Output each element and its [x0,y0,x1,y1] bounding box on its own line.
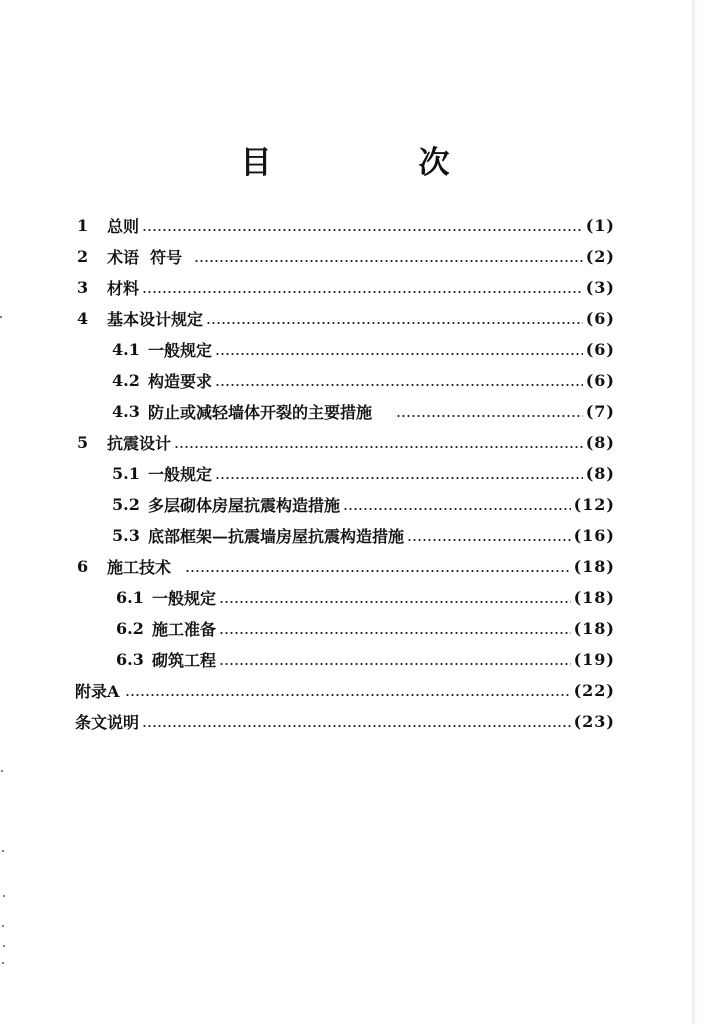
toc-entry-4-1[interactable] [112,334,615,365]
toc-leader-dots [407,538,571,542]
toc-entry-4-3[interactable] [112,396,615,427]
toc-page-number: (22) [573,681,615,700]
page-title: 目 次 [240,145,508,181]
scan-speck [2,925,4,927]
scan-speck [3,895,5,897]
toc-entry-6-2[interactable] [116,613,615,644]
toc-number: 6.2 [116,619,144,638]
toc-label: 材料 [107,279,140,298]
toc-number: 3 [77,278,89,297]
scan-speck [0,316,2,318]
toc-entry-5-1[interactable] [112,458,615,489]
toc-leader-dots [125,693,570,697]
toc-leader-dots [142,290,583,294]
toc-label: 防止或减轻墙体开裂的主要措施 [148,403,373,422]
toc-number: 4.2 [112,371,140,390]
toc-label: 底部框架—抗震墙房屋抗震构造措施 [148,527,405,546]
toc-page-number: (19) [573,650,615,669]
toc-label: 构造要求 [148,372,213,391]
toc-number: 4 [77,309,89,328]
toc-number: 5.1 [112,464,140,483]
toc-label: 抗震设计 [107,434,172,453]
toc-entry-3[interactable] [77,272,615,303]
toc-page-number: (6) [585,371,615,390]
toc-label: 施工准备 [152,620,217,639]
toc-label: 施工技术 [107,558,172,577]
toc-number: 1 [77,216,89,235]
toc-leader-dots [396,414,583,418]
toc-number: 2 [77,247,89,266]
toc-entry-2[interactable] [77,241,615,272]
toc-entry-1[interactable] [77,210,615,241]
scan-speck [1,770,3,772]
toc-leader-dots [142,724,571,728]
toc-leader-dots [215,352,583,356]
toc-label: 一般规定 [148,465,213,484]
toc-page-number: (12) [573,495,615,514]
toc-leader-dots [219,600,571,604]
toc-page-number: (18) [573,619,615,638]
toc-entry-6-3[interactable] [116,644,615,675]
toc-page-number: (23) [573,712,615,731]
toc-entry-5[interactable] [77,427,615,458]
toc-page-number: (18) [573,557,615,576]
toc-leader-dots [142,228,583,232]
toc-page-number: (6) [585,340,615,359]
toc-page-number: (2) [585,247,615,266]
toc-page-number: (16) [573,526,615,545]
toc-number: 5 [77,433,89,452]
toc-entry-6[interactable] [77,551,615,582]
toc-number: 5.2 [112,495,140,514]
toc-number: 5.3 [112,526,140,545]
toc-label: 一般规定 [148,341,213,360]
toc-number: 4.3 [112,402,140,421]
toc-entry-4-2[interactable] [112,365,615,396]
toc-leader-dots [174,445,583,449]
toc-label: 条文说明 [75,713,140,732]
toc-number: 6.1 [116,588,144,607]
toc-label: 附录A [75,682,120,701]
toc-number: 6.3 [116,650,144,669]
toc-leader-dots [219,631,571,635]
toc-leader-dots [194,259,583,263]
toc-page-number: (8) [585,464,615,483]
toc-entry-5-2[interactable] [112,489,615,520]
toc-entry-5-3[interactable] [112,520,615,551]
toc-entry-commentary[interactable] [75,706,615,737]
toc-leader-dots [343,507,571,511]
toc-page-number: (18) [573,588,615,607]
toc-leader-dots [206,321,583,325]
toc-entry-appendix-a[interactable] [75,675,615,706]
toc-leader-dots [185,569,571,573]
scan-speck [2,850,4,852]
toc-label: 多层砌体房屋抗震构造措施 [148,496,341,515]
scan-speck [2,962,4,964]
toc-entry-4[interactable] [77,303,615,334]
toc-label: 总则 [107,217,140,236]
toc-label: 术语 符号 [107,248,183,267]
toc-leader-dots [219,662,571,666]
toc-page-number: (1) [585,216,615,235]
toc-leader-dots [215,383,583,387]
toc-page-number: (8) [585,433,615,452]
scan-speck [3,945,5,947]
toc-number: 6 [77,557,89,576]
toc-entry-6-1[interactable] [116,582,615,613]
toc-number: 4.1 [112,340,140,359]
toc-page-number: (7) [585,402,615,421]
toc-leader-dots [215,476,583,480]
toc-label: 一般规定 [152,589,217,608]
page-edge-shadow [692,0,716,1024]
toc-label: 基本设计规定 [107,310,204,329]
toc-page-number: (3) [585,278,615,297]
toc-page-number: (6) [585,309,615,328]
toc-label: 砌筑工程 [152,651,217,670]
